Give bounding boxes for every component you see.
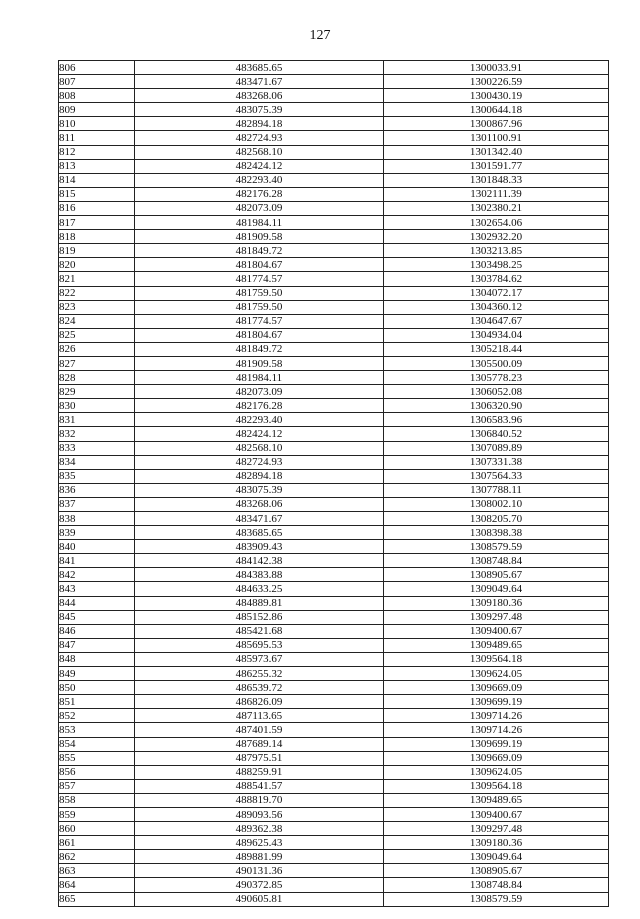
point-number-cell: 830 [59,399,135,413]
table-row [59,822,609,836]
table-row [59,751,609,765]
y-coordinate-cell: 1301591.77 [384,159,609,173]
point-number-cell: 837 [59,497,135,511]
point-number-cell: 813 [59,159,135,173]
y-coordinate-cell: 1309564.18 [384,779,609,793]
x-coordinate-cell: 482724.93 [135,455,384,469]
x-coordinate-cell: 481984.11 [135,371,384,385]
table-row [59,723,609,737]
table-row [59,469,609,483]
table-row [59,244,609,258]
y-coordinate-cell: 1309297.48 [384,610,609,624]
x-coordinate-cell: 482073.09 [135,201,384,215]
y-coordinate-cell: 1309400.67 [384,624,609,638]
table-row [59,131,609,145]
x-coordinate-cell: 481759.50 [135,286,384,300]
table-row [59,568,609,582]
table-row [59,878,609,892]
table-row [59,892,609,906]
y-coordinate-cell: 1302111.39 [384,187,609,201]
table-row [59,75,609,89]
x-coordinate-cell: 483471.67 [135,512,384,526]
point-number-cell: 851 [59,695,135,709]
point-number-cell: 862 [59,850,135,864]
table-row [59,709,609,723]
y-coordinate-cell: 1306583.96 [384,413,609,427]
y-coordinate-cell: 1302654.06 [384,216,609,230]
x-coordinate-cell: 485973.67 [135,652,384,666]
y-coordinate-cell: 1309489.65 [384,638,609,652]
x-coordinate-cell: 488541.57 [135,779,384,793]
table-row [59,258,609,272]
point-number-cell: 842 [59,568,135,582]
table-row [59,187,609,201]
x-coordinate-cell: 482724.93 [135,131,384,145]
x-coordinate-cell: 482424.12 [135,427,384,441]
y-coordinate-cell: 1309489.65 [384,793,609,807]
x-coordinate-cell: 483471.67 [135,75,384,89]
y-coordinate-cell: 1303498.25 [384,258,609,272]
point-number-cell: 827 [59,356,135,370]
point-number-cell: 864 [59,878,135,892]
y-coordinate-cell: 1309180.36 [384,836,609,850]
x-coordinate-cell: 486826.09 [135,695,384,709]
y-coordinate-cell: 1308205.70 [384,512,609,526]
point-number-cell: 814 [59,173,135,187]
x-coordinate-cell: 483268.06 [135,89,384,103]
table-row [59,356,609,370]
table-row [59,61,609,75]
point-number-cell: 863 [59,864,135,878]
y-coordinate-cell: 1309699.19 [384,737,609,751]
y-coordinate-cell: 1309714.26 [384,723,609,737]
table-row [59,413,609,427]
point-number-cell: 807 [59,75,135,89]
table-row [59,145,609,159]
table-row [59,624,609,638]
y-coordinate-cell: 1303784.62 [384,272,609,286]
point-number-cell: 810 [59,117,135,131]
table-row [59,765,609,779]
table-row [59,173,609,187]
table-row [59,201,609,215]
table-row [59,483,609,497]
y-coordinate-cell: 1309400.67 [384,807,609,821]
y-coordinate-cell: 1300226.59 [384,75,609,89]
coordinates-table-body [59,61,609,907]
table-row [59,286,609,300]
table-row [59,314,609,328]
y-coordinate-cell: 1307331.38 [384,455,609,469]
x-coordinate-cell: 483685.65 [135,526,384,540]
x-coordinate-cell: 490605.81 [135,892,384,906]
table-row [59,638,609,652]
y-coordinate-cell: 1309049.64 [384,850,609,864]
point-number-cell: 822 [59,286,135,300]
point-number-cell: 845 [59,610,135,624]
y-coordinate-cell: 1300867.96 [384,117,609,131]
point-number-cell: 820 [59,258,135,272]
point-number-cell: 811 [59,131,135,145]
point-number-cell: 834 [59,455,135,469]
y-coordinate-cell: 1307564.33 [384,469,609,483]
x-coordinate-cell: 483075.39 [135,103,384,117]
table-row [59,159,609,173]
y-coordinate-cell: 1305778.23 [384,371,609,385]
point-number-cell: 855 [59,751,135,765]
y-coordinate-cell: 1309297.48 [384,822,609,836]
x-coordinate-cell: 487689.14 [135,737,384,751]
point-number-cell: 836 [59,483,135,497]
point-number-cell: 819 [59,244,135,258]
table-row [59,371,609,385]
x-coordinate-cell: 482568.10 [135,441,384,455]
coordinates-table [58,60,609,907]
x-coordinate-cell: 484383.88 [135,568,384,582]
y-coordinate-cell: 1309180.36 [384,596,609,610]
table-row [59,526,609,540]
y-coordinate-cell: 1309669.09 [384,751,609,765]
y-coordinate-cell: 1307089.89 [384,441,609,455]
x-coordinate-cell: 481804.67 [135,328,384,342]
x-coordinate-cell: 489625.43 [135,836,384,850]
table-row [59,652,609,666]
y-coordinate-cell: 1302380.21 [384,201,609,215]
x-coordinate-cell: 483685.65 [135,61,384,75]
y-coordinate-cell: 1301100.91 [384,131,609,145]
point-number-cell: 824 [59,314,135,328]
y-coordinate-cell: 1304072.17 [384,286,609,300]
table-row [59,807,609,821]
x-coordinate-cell: 484142.38 [135,554,384,568]
table-row [59,230,609,244]
x-coordinate-cell: 489881.99 [135,850,384,864]
point-number-cell: 817 [59,216,135,230]
table-row [59,512,609,526]
x-coordinate-cell: 482176.28 [135,399,384,413]
y-coordinate-cell: 1308398.38 [384,526,609,540]
x-coordinate-cell: 482293.40 [135,173,384,187]
table-row [59,540,609,554]
point-number-cell: 823 [59,300,135,314]
x-coordinate-cell: 489093.56 [135,807,384,821]
point-number-cell: 835 [59,469,135,483]
x-coordinate-cell: 483268.06 [135,497,384,511]
table-row [59,385,609,399]
point-number-cell: 806 [59,61,135,75]
point-number-cell: 818 [59,230,135,244]
table-row [59,399,609,413]
point-number-cell: 815 [59,187,135,201]
table-row [59,737,609,751]
y-coordinate-cell: 1305500.09 [384,356,609,370]
y-coordinate-cell: 1302932.20 [384,230,609,244]
y-coordinate-cell: 1300033.91 [384,61,609,75]
y-coordinate-cell: 1304647.67 [384,314,609,328]
y-coordinate-cell: 1304934.04 [384,328,609,342]
y-coordinate-cell: 1308002.10 [384,497,609,511]
table-row [59,779,609,793]
y-coordinate-cell: 1309699.19 [384,695,609,709]
point-number-cell: 838 [59,512,135,526]
x-coordinate-cell: 483075.39 [135,483,384,497]
y-coordinate-cell: 1301342.40 [384,145,609,159]
x-coordinate-cell: 481849.72 [135,244,384,258]
table-row [59,328,609,342]
x-coordinate-cell: 482894.18 [135,117,384,131]
table-row [59,610,609,624]
point-number-cell: 831 [59,413,135,427]
table-row [59,582,609,596]
point-number-cell: 859 [59,807,135,821]
x-coordinate-cell: 485152.86 [135,610,384,624]
table-row [59,695,609,709]
point-number-cell: 808 [59,89,135,103]
x-coordinate-cell: 490372.85 [135,878,384,892]
point-number-cell: 840 [59,540,135,554]
y-coordinate-cell: 1307788.11 [384,483,609,497]
x-coordinate-cell: 487975.51 [135,751,384,765]
x-coordinate-cell: 483909.43 [135,540,384,554]
x-coordinate-cell: 488259.91 [135,765,384,779]
point-number-cell: 860 [59,822,135,836]
point-number-cell: 853 [59,723,135,737]
point-number-cell: 865 [59,892,135,906]
x-coordinate-cell: 487113.65 [135,709,384,723]
x-coordinate-cell: 481984.11 [135,216,384,230]
point-number-cell: 809 [59,103,135,117]
y-coordinate-cell: 1309624.05 [384,765,609,779]
point-number-cell: 858 [59,793,135,807]
point-number-cell: 850 [59,681,135,695]
table-row [59,89,609,103]
y-coordinate-cell: 1309624.05 [384,667,609,681]
table-row [59,681,609,695]
point-number-cell: 832 [59,427,135,441]
point-number-cell: 852 [59,709,135,723]
table-row [59,441,609,455]
table-row [59,455,609,469]
y-coordinate-cell: 1306052.08 [384,385,609,399]
point-number-cell: 847 [59,638,135,652]
table-row [59,497,609,511]
page-number: 127 [309,28,331,43]
table-row [59,117,609,131]
y-coordinate-cell: 1308579.59 [384,540,609,554]
x-coordinate-cell: 482894.18 [135,469,384,483]
y-coordinate-cell: 1309714.26 [384,709,609,723]
point-number-cell: 841 [59,554,135,568]
x-coordinate-cell: 484889.81 [135,596,384,610]
table-row [59,793,609,807]
point-number-cell: 849 [59,667,135,681]
point-number-cell: 854 [59,737,135,751]
y-coordinate-cell: 1308905.67 [384,864,609,878]
x-coordinate-cell: 481804.67 [135,258,384,272]
x-coordinate-cell: 482176.28 [135,187,384,201]
x-coordinate-cell: 481774.57 [135,272,384,286]
table-row [59,103,609,117]
y-coordinate-cell: 1306320.90 [384,399,609,413]
x-coordinate-cell: 482073.09 [135,385,384,399]
x-coordinate-cell: 481849.72 [135,342,384,356]
x-coordinate-cell: 481759.50 [135,300,384,314]
x-coordinate-cell: 482424.12 [135,159,384,173]
table-row [59,427,609,441]
table-row [59,836,609,850]
x-coordinate-cell: 481909.58 [135,356,384,370]
table-row [59,864,609,878]
y-coordinate-cell: 1309564.18 [384,652,609,666]
x-coordinate-cell: 487401.59 [135,723,384,737]
table-row [59,300,609,314]
point-number-cell: 844 [59,596,135,610]
point-number-cell: 846 [59,624,135,638]
y-coordinate-cell: 1309049.64 [384,582,609,596]
y-coordinate-cell: 1301848.33 [384,173,609,187]
point-number-cell: 857 [59,779,135,793]
point-number-cell: 848 [59,652,135,666]
table-row [59,272,609,286]
point-number-cell: 843 [59,582,135,596]
table-row [59,596,609,610]
y-coordinate-cell: 1300644.18 [384,103,609,117]
x-coordinate-cell: 488819.70 [135,793,384,807]
point-number-cell: 826 [59,342,135,356]
x-coordinate-cell: 481909.58 [135,230,384,244]
y-coordinate-cell: 1300430.19 [384,89,609,103]
point-number-cell: 856 [59,765,135,779]
y-coordinate-cell: 1308748.84 [384,878,609,892]
point-number-cell: 812 [59,145,135,159]
x-coordinate-cell: 490131.36 [135,864,384,878]
point-number-cell: 829 [59,385,135,399]
point-number-cell: 828 [59,371,135,385]
table-row [59,554,609,568]
point-number-cell: 816 [59,201,135,215]
table-row [59,342,609,356]
x-coordinate-cell: 489362.38 [135,822,384,836]
y-coordinate-cell: 1303213.85 [384,244,609,258]
x-coordinate-cell: 486255.32 [135,667,384,681]
table-row [59,667,609,681]
x-coordinate-cell: 485695.53 [135,638,384,652]
point-number-cell: 833 [59,441,135,455]
table-row [59,216,609,230]
y-coordinate-cell: 1306840.52 [384,427,609,441]
x-coordinate-cell: 486539.72 [135,681,384,695]
point-number-cell: 825 [59,328,135,342]
table-row [59,850,609,864]
x-coordinate-cell: 482293.40 [135,413,384,427]
x-coordinate-cell: 481774.57 [135,314,384,328]
point-number-cell: 839 [59,526,135,540]
x-coordinate-cell: 482568.10 [135,145,384,159]
x-coordinate-cell: 485421.68 [135,624,384,638]
point-number-cell: 861 [59,836,135,850]
x-coordinate-cell: 484633.25 [135,582,384,596]
y-coordinate-cell: 1308748.84 [384,554,609,568]
y-coordinate-cell: 1305218.44 [384,342,609,356]
point-number-cell: 821 [59,272,135,286]
y-coordinate-cell: 1308905.67 [384,568,609,582]
y-coordinate-cell: 1304360.12 [384,300,609,314]
y-coordinate-cell: 1309669.09 [384,681,609,695]
y-coordinate-cell: 1308579.59 [384,892,609,906]
